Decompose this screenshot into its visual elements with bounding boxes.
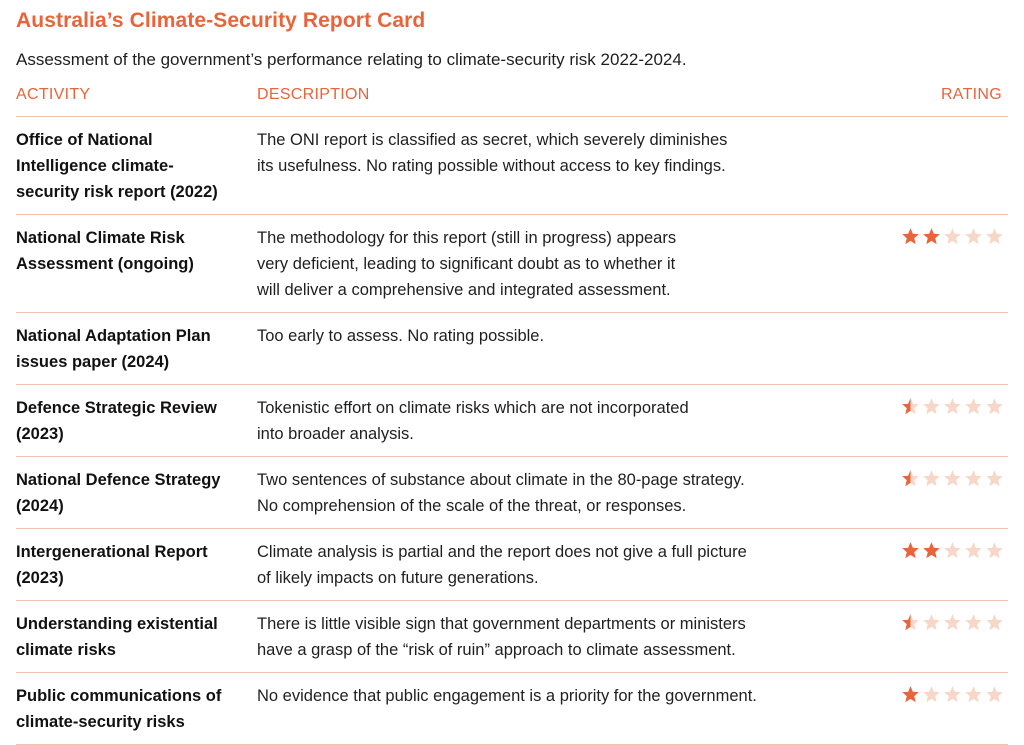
star-empty-icon	[964, 613, 983, 632]
description-line: Climate analysis is partial and the report does not give a full picture	[257, 543, 747, 561]
table-row	[16, 313, 1008, 385]
description-line: The ONI report is classified as secret, which severely diminishes	[257, 131, 728, 149]
star-filled-icon	[922, 227, 941, 246]
description-line: will deliver a comprehensive and integrated assessment.	[257, 281, 671, 299]
star-half-icon	[901, 397, 920, 416]
page-subtitle: Assessment of the government’s performance relating to climate-security risk 2022-2024.	[16, 50, 687, 69]
activity-cell	[16, 225, 252, 277]
description-line: No evidence that public engagement is a priority for the government.	[257, 687, 757, 705]
description-cell	[257, 683, 857, 709]
activity-line: climate-security risks	[16, 713, 185, 731]
activity-line: Intergenerational Report	[16, 543, 208, 561]
description-line: very deficient, leading to significant doubt as to whether it	[257, 255, 676, 273]
star-empty-icon	[943, 685, 962, 704]
activity-line: National Climate Risk	[16, 229, 185, 247]
star-empty-icon	[922, 613, 941, 632]
star-half-icon	[901, 469, 920, 488]
description-line: of likely impacts on future generations.	[257, 569, 539, 587]
activity-line: Defence Strategic Review	[16, 399, 217, 417]
activity-line: issues paper (2024)	[16, 353, 170, 371]
activity-cell	[16, 683, 252, 735]
star-filled-icon	[901, 227, 920, 246]
description-cell	[257, 225, 857, 303]
description-cell	[257, 467, 857, 519]
activity-line: (2023)	[16, 569, 64, 587]
star-empty-icon	[985, 227, 1004, 246]
star-rating	[901, 227, 1004, 246]
star-empty-icon	[964, 685, 983, 704]
activity-line: climate risks	[16, 641, 116, 659]
star-empty-icon	[985, 469, 1004, 488]
star-rating	[901, 613, 1004, 632]
column-header-rating: RATING	[940, 86, 1002, 103]
activity-line: Understanding existential	[16, 615, 218, 633]
star-empty-icon	[943, 227, 962, 246]
star-empty-icon	[985, 397, 1004, 416]
description-line: Too early to assess. No rating possible.	[257, 327, 545, 345]
activity-cell	[16, 611, 252, 663]
star-empty-icon	[943, 469, 962, 488]
activity-line: security risk report (2022)	[16, 183, 218, 201]
description-line: There is little visible sign that government departments or ministers	[257, 615, 746, 633]
table-row	[16, 601, 1008, 673]
activity-cell	[16, 127, 252, 205]
column-header-activity: ACTIVITY	[16, 86, 91, 103]
description-cell	[257, 395, 857, 447]
star-empty-icon	[943, 613, 962, 632]
table-row	[16, 529, 1008, 601]
star-filled-icon	[922, 541, 941, 560]
star-empty-icon	[985, 613, 1004, 632]
activity-line: Intelligence climate-	[16, 157, 174, 175]
page-title: Australia’s Climate-Security Report Card	[16, 9, 426, 32]
star-empty-icon	[964, 227, 983, 246]
star-empty-icon	[922, 469, 941, 488]
description-line: its usefulness. No rating possible without access to key findings.	[257, 157, 726, 175]
star-rating	[901, 685, 1004, 704]
table-row	[16, 385, 1008, 457]
description-cell	[257, 611, 857, 663]
activity-line: National Defence Strategy	[16, 471, 221, 489]
description-line: into broader analysis.	[257, 425, 414, 443]
star-half-icon	[901, 613, 920, 632]
description-line: The methodology for this report (still in progress) appears	[257, 229, 677, 247]
activity-cell	[16, 539, 252, 591]
description-line: Tokenistic effort on climate risks which are not incorporated	[257, 399, 689, 417]
star-empty-icon	[943, 397, 962, 416]
activity-line: Assessment (ongoing)	[16, 255, 194, 273]
description-line: have a grasp of the “risk of ruin” approach to climate assessment.	[257, 641, 736, 659]
activity-line: (2023)	[16, 425, 64, 443]
description-cell	[257, 323, 857, 349]
star-rating	[901, 397, 1004, 416]
star-empty-icon	[964, 469, 983, 488]
description-cell	[257, 127, 857, 179]
star-empty-icon	[985, 541, 1004, 560]
report-table	[16, 116, 1008, 745]
table-row	[16, 457, 1008, 529]
table-row	[16, 117, 1008, 215]
table-row	[16, 215, 1008, 313]
activity-line: National Adaptation Plan	[16, 327, 211, 345]
description-line: Two sentences of substance about climate in the 80-page strategy.	[257, 471, 745, 489]
star-empty-icon	[985, 685, 1004, 704]
star-rating	[901, 469, 1004, 488]
activity-line: Office of National	[16, 131, 153, 149]
star-empty-icon	[943, 541, 962, 560]
activity-cell	[16, 323, 252, 375]
star-filled-icon	[901, 541, 920, 560]
star-empty-icon	[964, 397, 983, 416]
star-empty-icon	[922, 685, 941, 704]
star-empty-icon	[964, 541, 983, 560]
activity-cell	[16, 467, 252, 519]
column-header-description: DESCRIPTION	[257, 86, 370, 103]
star-empty-icon	[922, 397, 941, 416]
table-row	[16, 673, 1008, 745]
star-filled-icon	[901, 685, 920, 704]
activity-cell	[16, 395, 252, 447]
star-rating	[901, 541, 1004, 560]
activity-line: Public communications of	[16, 687, 222, 705]
description-line: No comprehension of the scale of the threat, or responses.	[257, 497, 687, 515]
description-cell	[257, 539, 857, 591]
activity-line: (2024)	[16, 497, 64, 515]
